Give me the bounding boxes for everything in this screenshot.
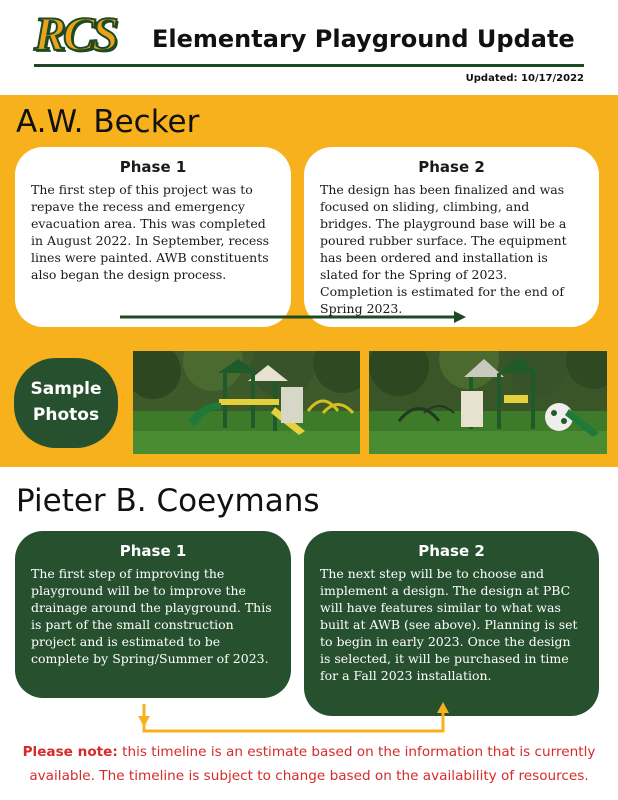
sample-label-line2: Photos xyxy=(32,405,100,425)
awb-phase1-text: The first step of this project was to repave the recess and emergency evacuation area. This was completed in August 2022. In September, recess lines were painted. AWB constituents also began the design process. xyxy=(31,182,270,282)
awb-section-title: A.W. Becker xyxy=(16,104,200,140)
awb-phase1-card xyxy=(15,147,291,327)
disclaimer-label: Please note: xyxy=(22,744,118,760)
pbc-phase2-card xyxy=(304,531,599,716)
awb-phase2-card xyxy=(304,147,599,327)
pbc-phase1-title: Phase 1 xyxy=(119,542,187,560)
header-divider xyxy=(34,64,584,67)
pbc-phase2-title: Phase 2 xyxy=(418,542,485,560)
page-title: Elementary Playground Update xyxy=(152,25,575,53)
rcs-logo: RCS xyxy=(34,8,116,61)
pbc-section-title: Pieter B. Coeymans xyxy=(16,483,320,519)
pbc-phase1-text: The first step of improving the playground will be to improve the drainage around the playground. This is part of the small construction project and is estimated to be complete by Spring/Summer of 2023. xyxy=(31,566,272,666)
awb-phase1-title: Phase 1 xyxy=(119,158,187,176)
playground-photo-2 xyxy=(369,351,607,454)
sample-label-line1: Sample xyxy=(30,379,102,399)
awb-phase2-text: The design has been finalized and was focused on sliding, climbing, and bridges. The playground base will be a poured rubber surface. The equipment has been ordered and installation is slated for the Spring of 2023. Completion is estimated for the end of Spring 2023. xyxy=(320,182,567,316)
pbc-phase1-card xyxy=(15,531,291,698)
pbc-phase2-text: The next step will be to choose and implement a design. The design at PBC will have features similar to what was built at AWB (see above). Planning is set to begin in early 2023. Once the design is selected, it will be purchased in time for a Fall 2023 installation. xyxy=(320,566,578,683)
disclaimer-text: this timeline is an estimate based on the information that is currently available. The timeline is subject to change based on the availability of resources. xyxy=(29,744,596,784)
updated-date: Updated: 10/17/2022 xyxy=(465,73,584,84)
playground-photo-1 xyxy=(133,351,360,454)
timeline-disclaimer xyxy=(0,740,618,788)
sample-photos-label xyxy=(14,358,118,448)
awb-phase2-title: Phase 2 xyxy=(418,158,485,176)
